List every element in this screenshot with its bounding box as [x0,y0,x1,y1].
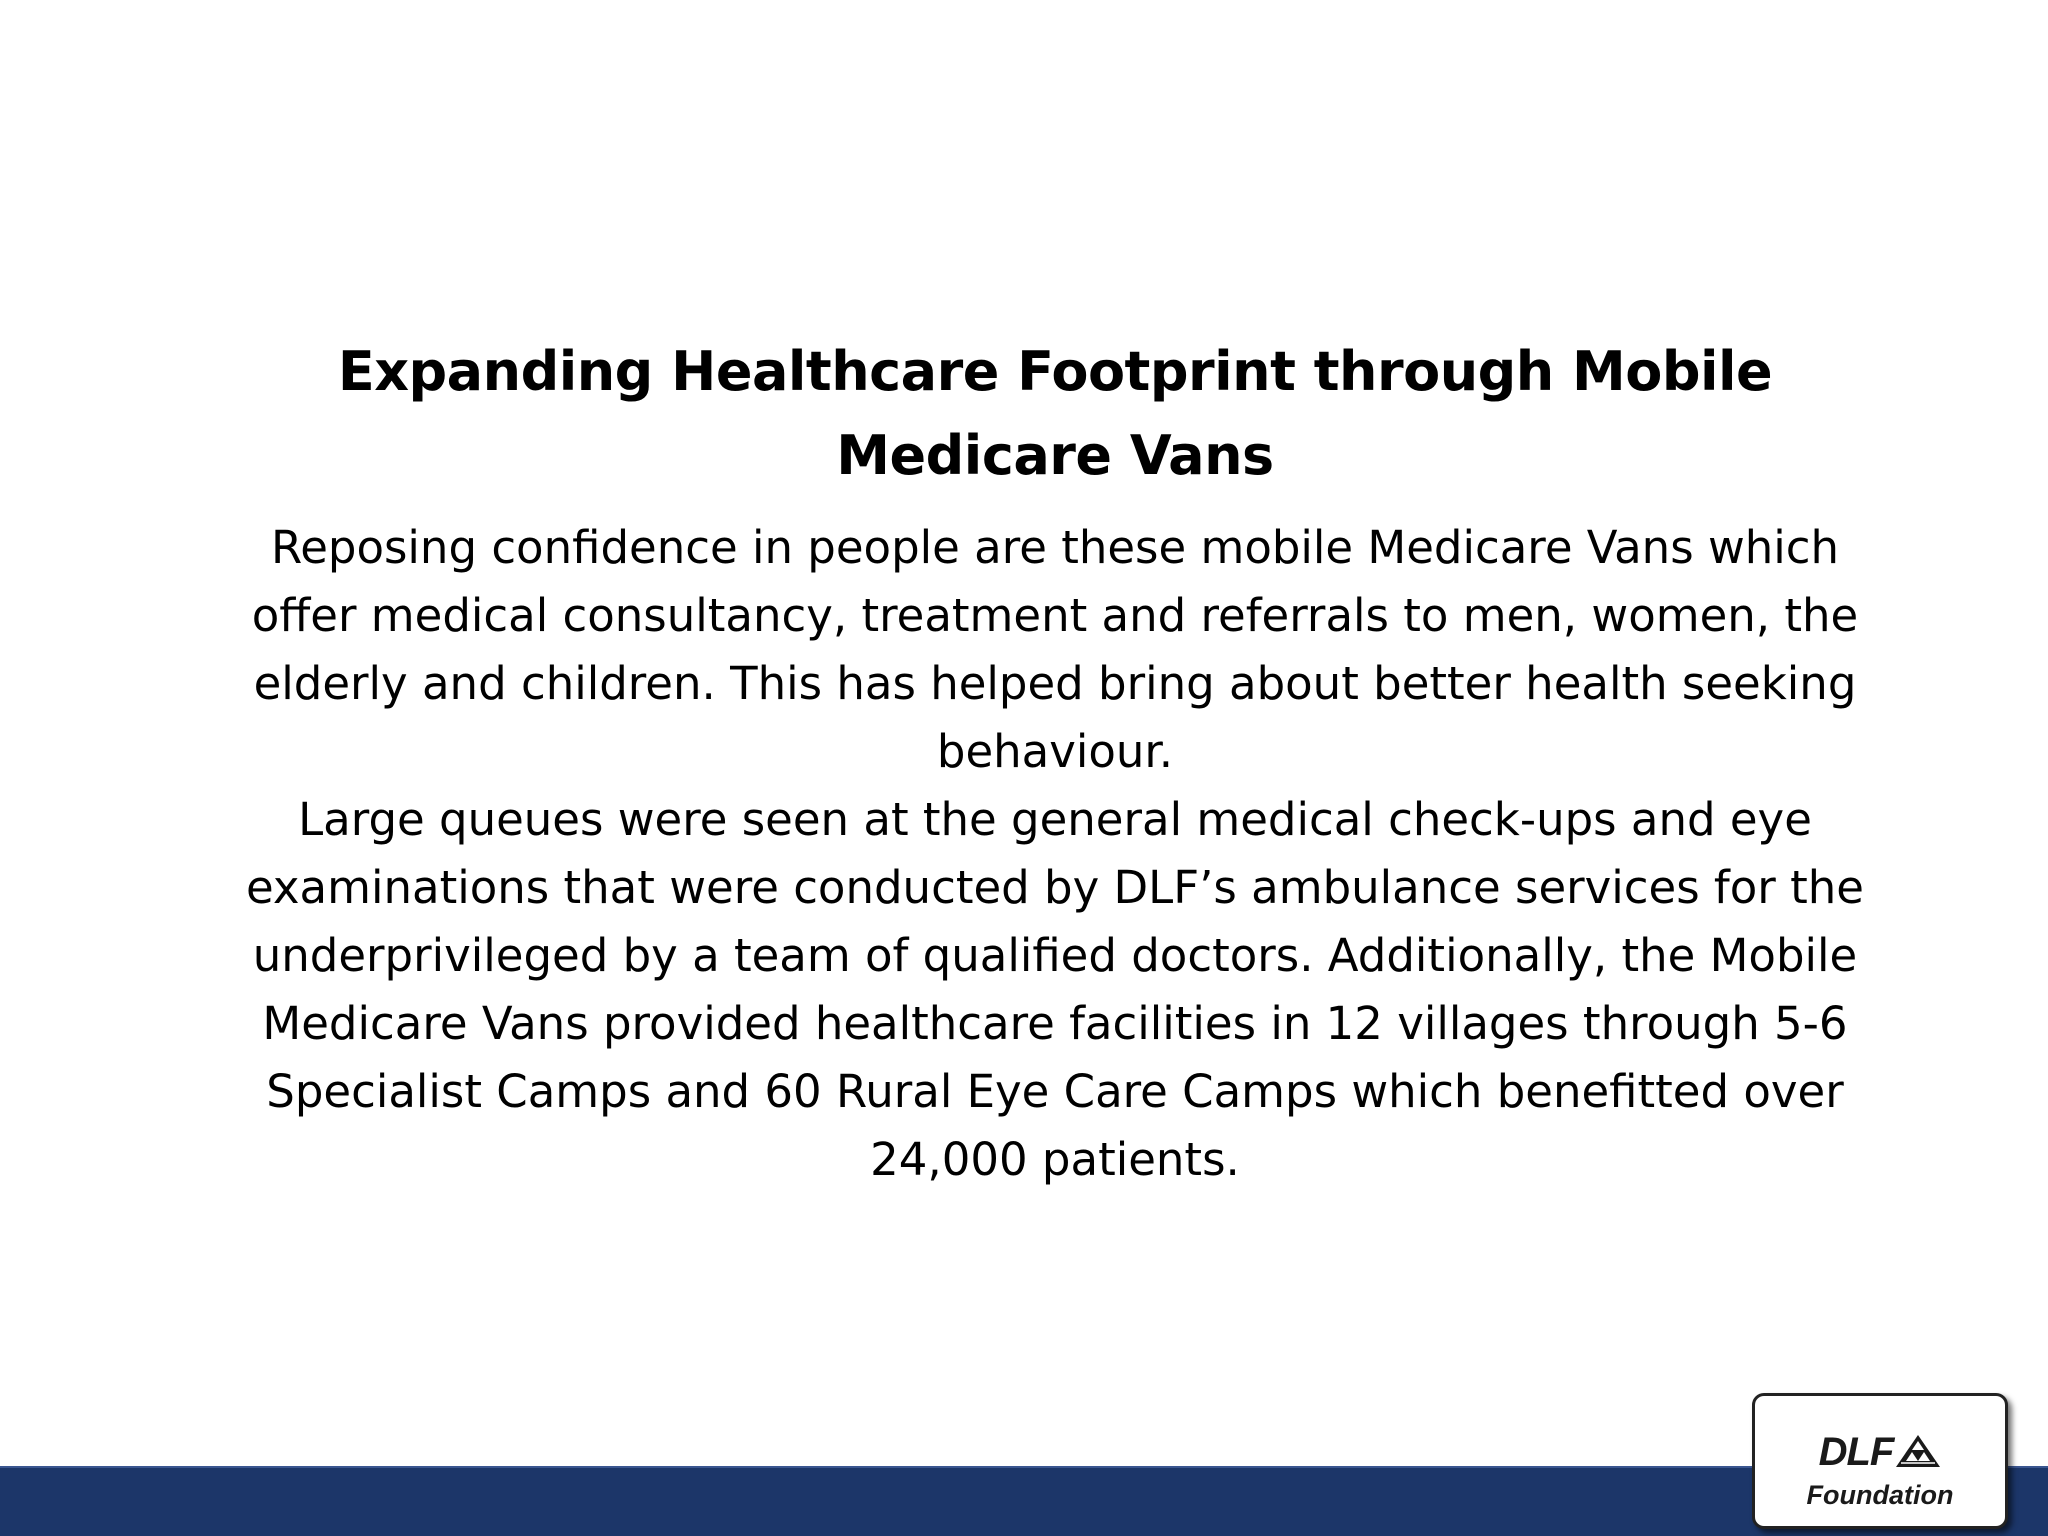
logo-brand-text: DLF [1818,1430,1894,1474]
logo-top-row [1755,1430,2005,1475]
slide-title-line1: Expanding Healthcare Footprint through Mobile [337,340,1773,403]
body-paragraph-1: Reposing confidence in people are these mobile Medicare Vans which offer medical consultancy, treatment and referrals to men, women, the elderly and children. This has helped bring about better health seeking behaviour. [251,521,1859,778]
dlf-pyramid-icon [1895,1434,1941,1472]
slide-content [230,330,1880,1194]
dlf-foundation-logo [1752,1393,2008,1529]
logo-subtitle-text: Foundation [1806,1480,1954,1510]
body-paragraph-2: Large queues were seen at the general medical check-ups and eye examinations that were conducted by DLF’s ambulance services for the underprivileged by a team of qualified doctors. Additionally, the Mobile Medicare Vans provided healthcare facilities in 12 villages through 5-6 Specialist Camps and 60 Rural Eye Care Camps which benefitted over 24,000 patients. [246,793,1864,1186]
slide-title [230,330,1880,498]
slide-body [230,514,1880,1194]
footer-bar [0,1466,2048,1536]
slide-title-line2: Medicare Vans [836,424,1274,487]
